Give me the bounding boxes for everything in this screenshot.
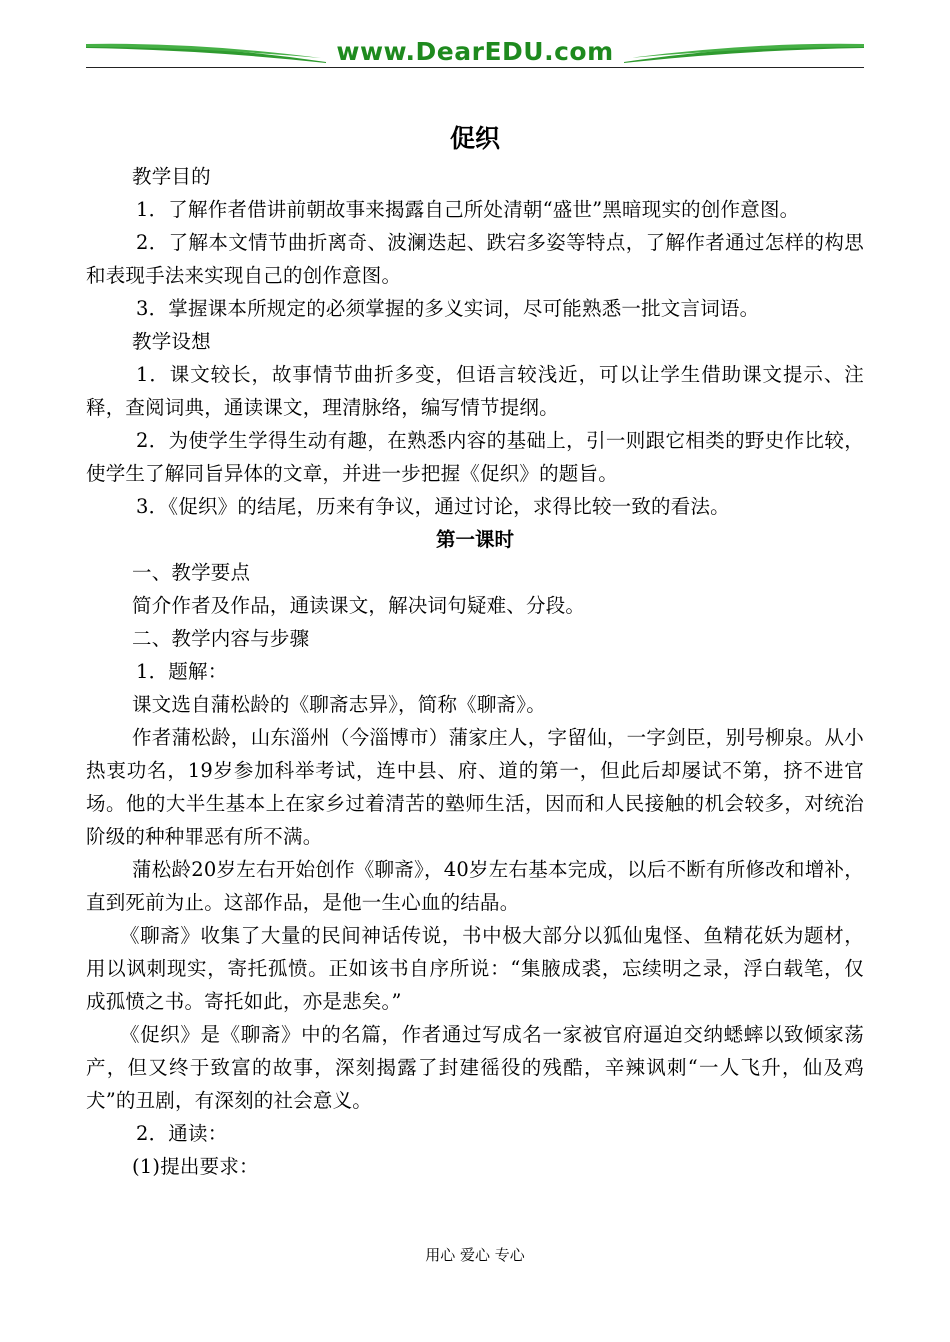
document-title: 促织 xyxy=(449,124,500,153)
section-heading: 一、教学要点 xyxy=(132,561,251,584)
paragraph: (1)提出要求： xyxy=(132,1155,259,1178)
paragraph: 作者蒲松龄，山东淄州（今淄博市）蒲家庄人，字留仙，一字剑臣，别号柳泉。从小热衷功名，19岁参加科举考试，连中县、府、道的第一，但此后却屡试不第，挤不进官场。他的大半生基本上在家乡过着清苦的塾师生活，因而和人民接触的机会较多，对统治阶级的种种罪恶有所不满。 xyxy=(86,726,864,848)
paragraph: 3．《促织》的结尾，历来有争议，通过讨论，求得比较一致的看法。 xyxy=(136,495,730,518)
section-heading: 二、教学内容与步骤 xyxy=(132,627,310,650)
paragraph: 1．课文较长，故事情节曲折多变，但语言较浅近，可以让学生借助课文提示、注释，查阅词典，通读课文，理清脉络，编写情节提纲。 xyxy=(86,363,864,419)
paragraph: 简介作者及作品，通读课文，解决词句疑难、分段。 xyxy=(132,594,586,617)
paragraph: 1．了解作者借讲前朝故事来揭露自己所处清朝“盛世”黑暗现实的创作意图。 xyxy=(136,198,800,221)
site-logo-text: www.DearEDU.com xyxy=(336,37,614,66)
paragraph: 蒲松龄20岁左右开始创作《聊斋》，40岁左右基本完成，以后不断有所修改和增补，直到死前为止。这部作品，是他一生心血的结晶。 xyxy=(86,858,864,914)
section-heading: 教学目的 xyxy=(132,165,211,188)
paragraph: 2．通读： xyxy=(136,1122,228,1145)
page-footer: 用心 爱心 专心 xyxy=(425,1246,525,1264)
header-rule xyxy=(86,67,864,68)
lesson-heading: 第一课时 xyxy=(435,528,514,551)
paragraph: 课文选自蒲松龄的《聊斋志异》，简称《聊斋》。 xyxy=(132,693,546,716)
paragraph: 3．掌握课本所规定的必须掌握的多义实词，尽可能熟悉一批文言词语。 xyxy=(136,297,760,320)
paragraph: 2．为使学生学得生动有趣，在熟悉内容的基础上，引一则跟它相类的野史作比较，使学生了解同旨异体的文章，并进一步把握《促织》的题旨。 xyxy=(86,429,864,485)
paragraph: 《聊斋》收集了大量的民间神话传说，书中极大部分以狐仙鬼怪、鱼精花妖为题材，用以讽刺现实，寄托孤愤。正如该书自序所说：“集腋成裘，忘续明之录，浮白载笔，仅成孤愤之书。寄托如此，亦是悲矣。” xyxy=(86,924,864,1013)
paragraph: 《促织》是《聊斋》中的名篇，作者通过写成名一家被官府逼迫交纳蟋蟀以致倾家荡产，但又终于致富的故事，深刻揭露了封建徭役的残酷，辛辣讽刺“一人飞升，仙及鸡犬”的丑剧，有深刻的社会意义。 xyxy=(86,1023,864,1112)
paragraph: 1．题解： xyxy=(136,660,228,683)
section-heading: 教学设想 xyxy=(132,330,211,353)
document-body xyxy=(86,118,864,1183)
page-header xyxy=(86,36,864,72)
paragraph: 2．了解本文情节曲折离奇、波澜迭起、跌宕多姿等特点，了解作者通过怎样的构思和表现手法来实现自己的创作意图。 xyxy=(86,231,864,287)
